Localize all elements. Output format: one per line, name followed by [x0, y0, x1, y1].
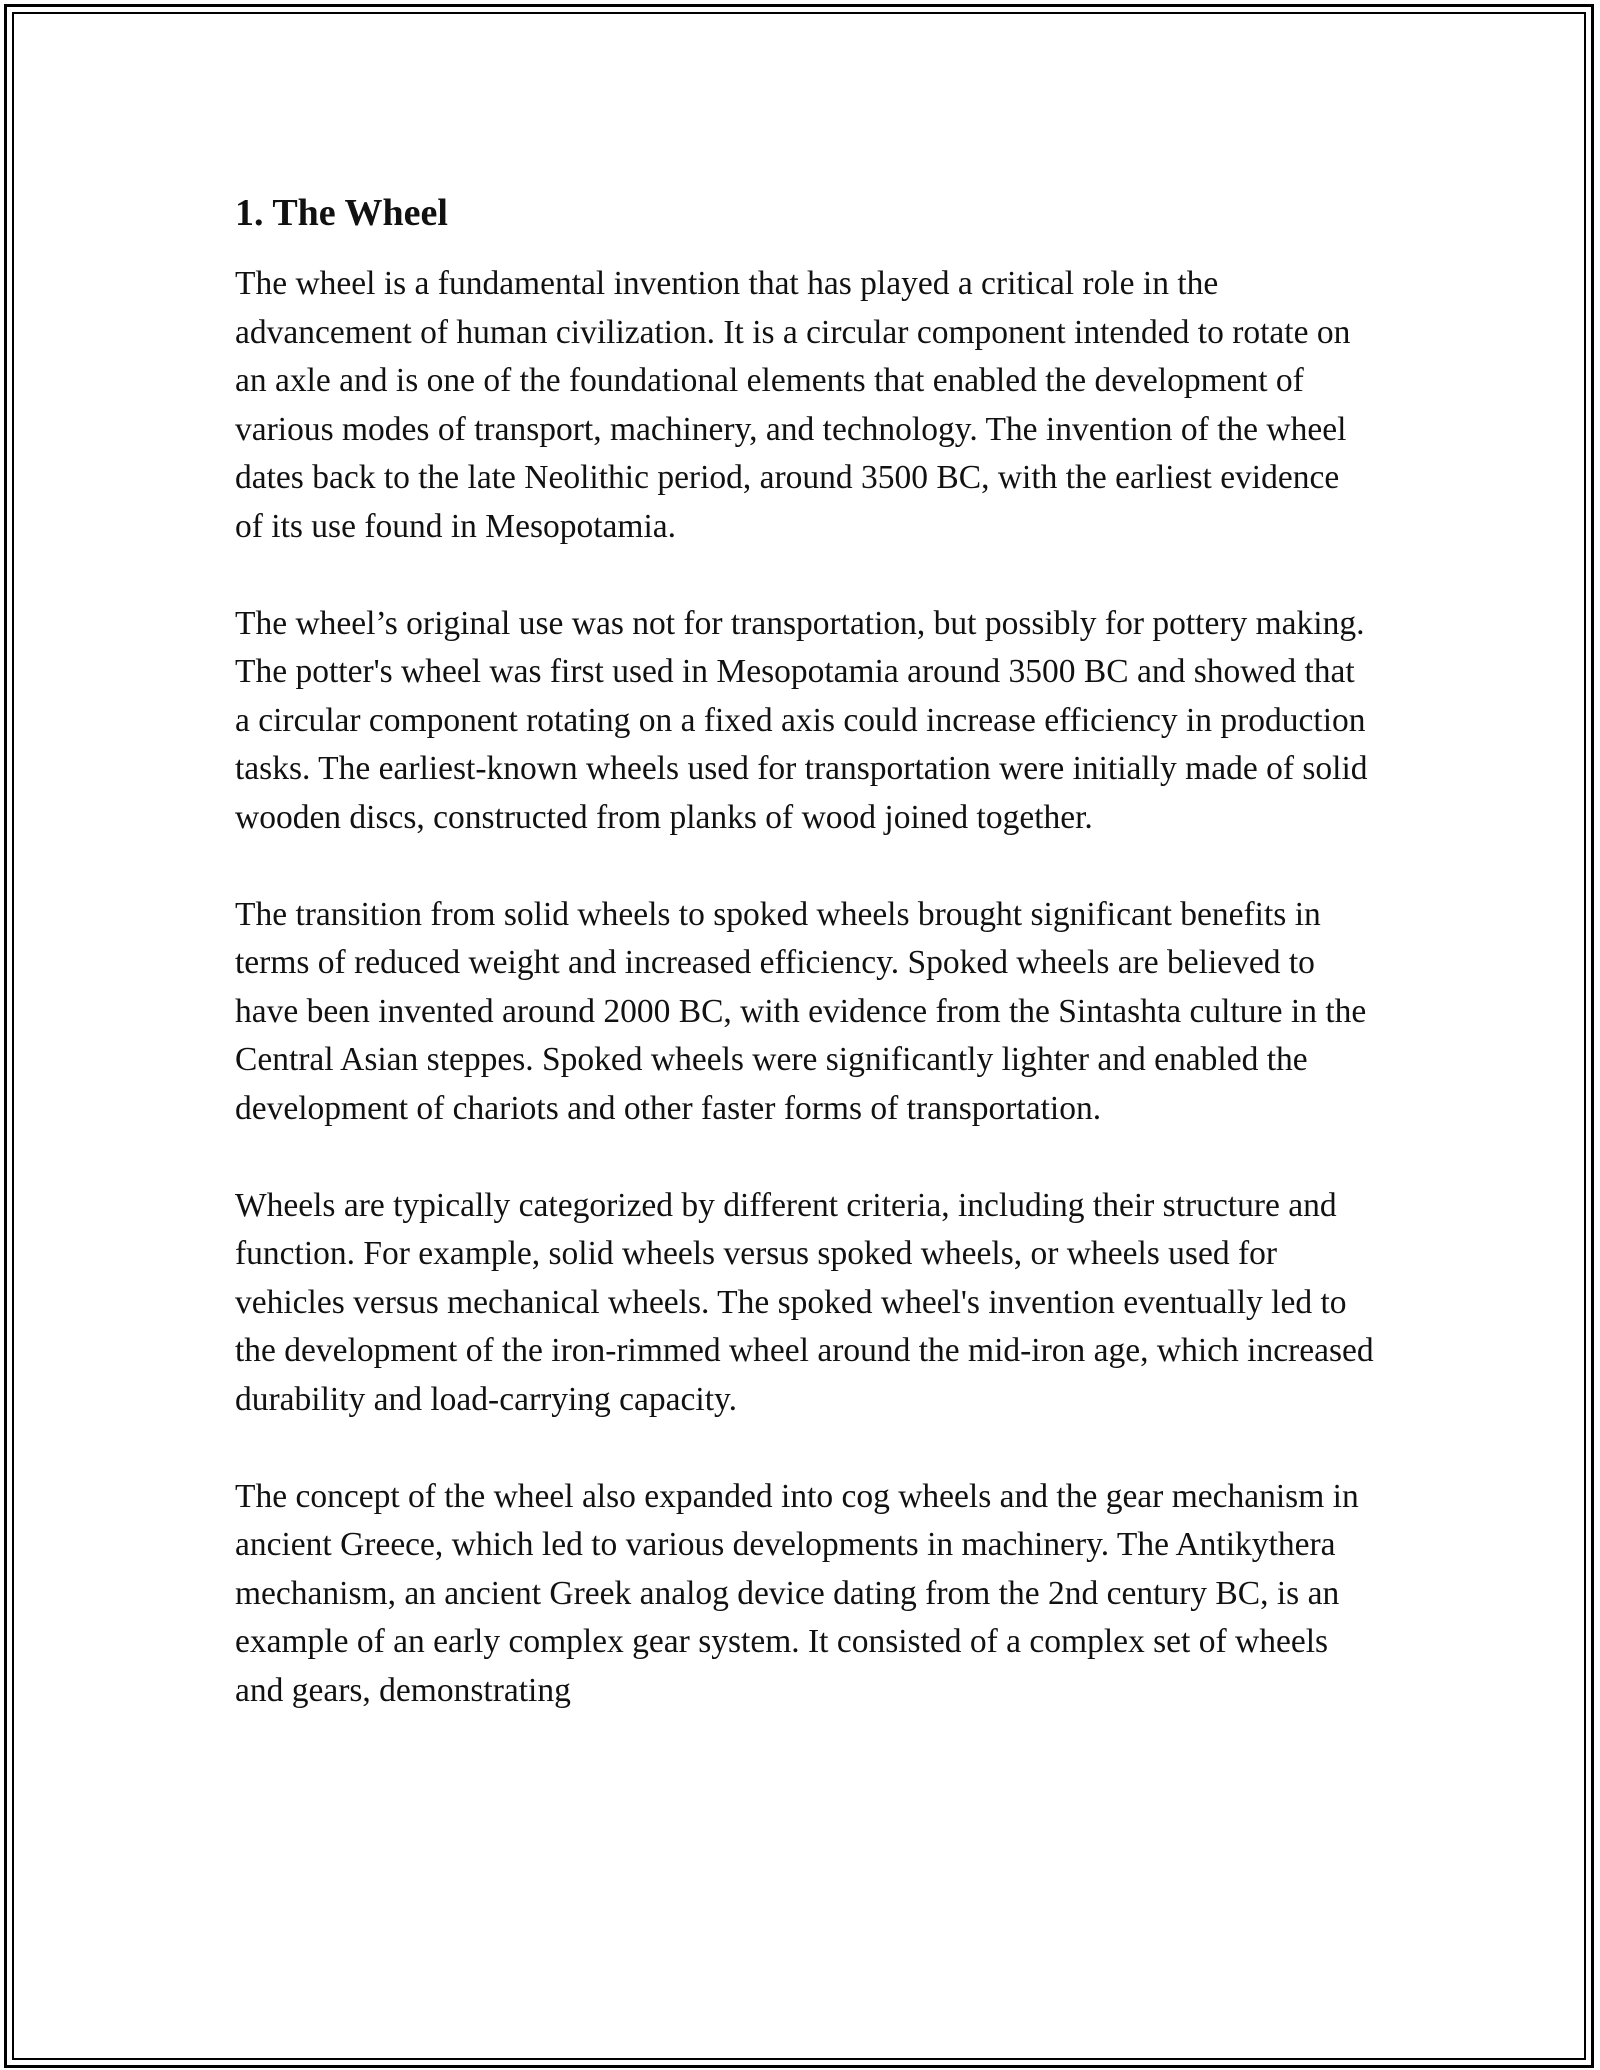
paragraph-intro: The wheel is a fundamental invention that has played a critical role in the advancement of human civilization. It is a circular component intended to rotate on an axle and is one of the foundational elements that enabled the development of various modes of transport, machinery, and technology. The invention of the wheel dates back to the late Neolithic period, around 3500 BC, with the earliest evidence of its use found in Mesopotamia.: [235, 265, 1351, 545]
paragraph-spoked-wheels: The transition from solid wheels to spoked wheels brought significant benefits in terms of reduced weight and increased efficiency. Spoked wheels are believed to have been invented around 2000 BC, with evidence from the Sintashta culture in the Central Asian steppes. Spoked wheels were significantly lighter and enabled the development of chariots and other faster forms of transportation.: [235, 895, 1367, 1127]
paragraph-categories: Wheels are typically categorized by different criteria, including their structure and function. For example, solid wheels versus spoked wheels, or wheels used for vehicles versus mechanical wheels. The spoked wheel's invention eventually led to the development of the iron-rimmed wheel around the mid-iron age, which increased durability and load-carrying capacity.: [235, 1186, 1374, 1418]
paragraph-original-use: The wheel’s original use was not for transportation, but possibly for pottery making. The potter's wheel was first used in Mesopotamia around 3500 BC and showed that a circular component rotating on a fixed axis could increase efficiency in production tasks. The earliest-known wheels used for transportation were initially made of solid wooden discs, constructed from planks of wood joined together.: [235, 604, 1368, 836]
paragraph-gears: The concept of the wheel also expanded into cog wheels and the gear mechanism in ancient Greece, which led to various developments in machinery. The Antikythera mechanism, an ancient Greek analog device dating from the 2nd century BC, is an example of an early complex gear system. It consisted of a complex set of wheels and gears, demonstrating: [235, 1477, 1359, 1709]
section-heading: 1. The Wheel: [235, 192, 448, 234]
document-body: [235, 186, 1375, 1764]
